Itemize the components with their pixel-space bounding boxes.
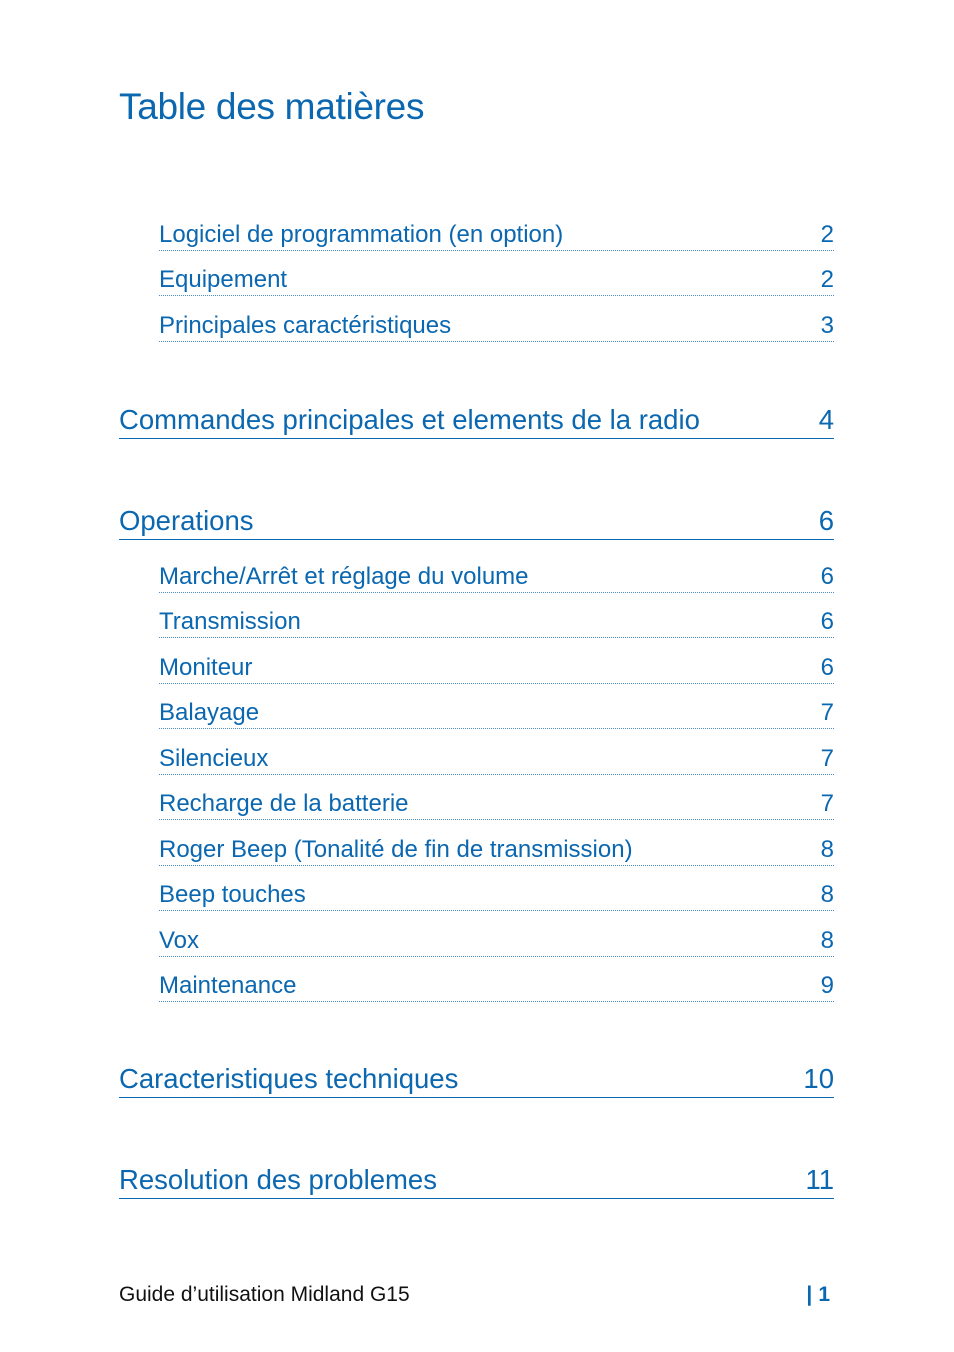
toc-label: Marche/Arrêt et réglage du volume xyxy=(159,563,529,590)
page-footer xyxy=(119,1283,830,1307)
toc-label: Logiciel de programmation (en option) xyxy=(159,221,564,248)
toc-page-number: 6 xyxy=(820,608,834,635)
toc-row-equipement[interactable] xyxy=(159,261,834,296)
toc-page-number: 3 xyxy=(820,312,834,339)
toc-row-vox[interactable] xyxy=(159,922,834,957)
toc-page-number: 7 xyxy=(820,699,834,726)
page-title: Table des matières xyxy=(119,86,425,127)
toc-row-recharge[interactable] xyxy=(159,785,834,820)
toc-label: Balayage xyxy=(159,699,260,726)
toc-label: Caracteristiques techniques xyxy=(119,1063,459,1094)
toc-label: Beep touches xyxy=(159,881,306,908)
toc-label: Transmission xyxy=(159,608,301,635)
toc-row-principales[interactable] xyxy=(159,307,834,342)
toc-page-number: 7 xyxy=(820,745,834,772)
toc-row-logiciel[interactable] xyxy=(159,216,834,251)
toc-label: Principales caractéristiques xyxy=(159,312,452,339)
footer-page-number: 1 xyxy=(818,1283,830,1306)
toc-page-number: 10 xyxy=(803,1063,834,1094)
toc-row-resolution[interactable] xyxy=(119,1158,834,1199)
toc-row-balayage[interactable] xyxy=(159,694,834,729)
toc-row-moniteur[interactable] xyxy=(159,649,834,684)
toc-row-beep-touches[interactable] xyxy=(159,876,834,911)
footer-title: Guide d’utilisation Midland G15 xyxy=(119,1283,410,1306)
toc-label: Operations xyxy=(119,505,254,536)
footer-page xyxy=(806,1283,830,1307)
toc-page-number: 2 xyxy=(820,221,834,248)
toc-label: Resolution des problemes xyxy=(119,1164,437,1195)
toc-row-caracteristiques[interactable] xyxy=(119,1057,834,1098)
toc-page-number: 8 xyxy=(820,836,834,863)
toc-page-number: 7 xyxy=(820,790,834,817)
toc-page-number: 9 xyxy=(820,972,834,999)
toc-row-commandes[interactable] xyxy=(119,398,834,439)
toc-label: Commandes principales et elements de la radio xyxy=(119,404,700,435)
toc-page-number: 6 xyxy=(818,505,834,536)
toc-row-roger-beep[interactable] xyxy=(159,831,834,866)
footer-separator: | xyxy=(806,1283,813,1306)
toc-page-number: 6 xyxy=(820,563,834,590)
toc-row-maintenance[interactable] xyxy=(159,967,834,1002)
toc-row-marche[interactable] xyxy=(159,558,834,593)
toc-page-number: 2 xyxy=(820,266,834,293)
toc-label: Recharge de la batterie xyxy=(159,790,409,817)
toc-label: Equipement xyxy=(159,266,288,293)
toc-page-number: 11 xyxy=(805,1164,834,1195)
toc-label: Moniteur xyxy=(159,654,253,681)
toc-page-number: 4 xyxy=(818,404,834,435)
toc-row-operations[interactable] xyxy=(119,499,834,540)
toc-page-number: 8 xyxy=(820,927,834,954)
toc-label: Silencieux xyxy=(159,745,269,772)
toc-label: Maintenance xyxy=(159,972,297,999)
toc-label: Roger Beep (Tonalité de fin de transmission) xyxy=(159,836,633,863)
toc-page-number: 8 xyxy=(820,881,834,908)
toc-label: Vox xyxy=(159,927,200,954)
toc-row-transmission[interactable] xyxy=(159,603,834,638)
toc-row-silencieux[interactable] xyxy=(159,740,834,775)
toc-page-number: 6 xyxy=(820,654,834,681)
